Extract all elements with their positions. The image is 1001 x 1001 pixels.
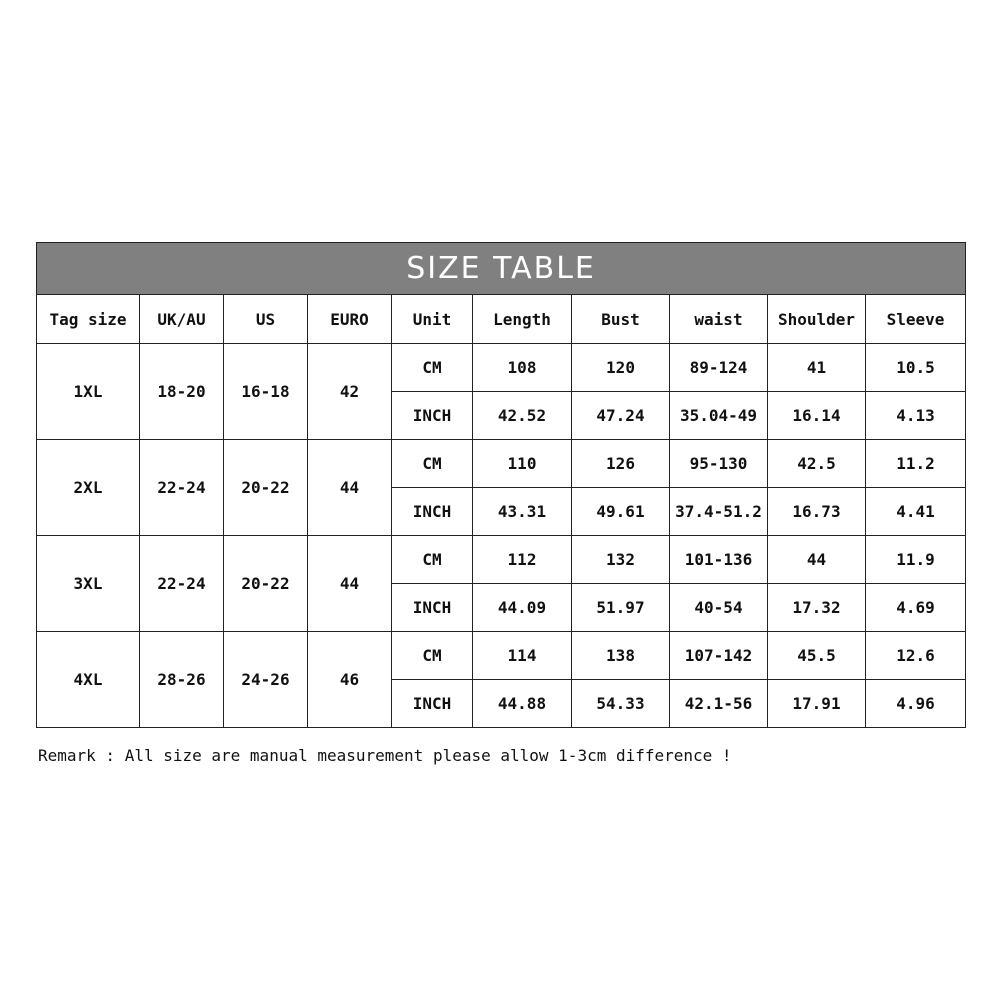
length-cell: 44.88 (473, 680, 572, 728)
length-cell: 42.52 (473, 392, 572, 440)
sleeve-cell: 4.69 (866, 584, 966, 632)
tag-size-cell: 1XL (37, 344, 140, 440)
us-cell: 16-18 (224, 344, 308, 440)
column-header: Unit (392, 295, 473, 344)
unit-cell: CM (392, 536, 473, 584)
waist-cell: 101-136 (670, 536, 768, 584)
unit-cell: CM (392, 440, 473, 488)
bust-cell: 49.61 (572, 488, 670, 536)
waist-cell: 40-54 (670, 584, 768, 632)
column-header: Shoulder (768, 295, 866, 344)
bust-cell: 138 (572, 632, 670, 680)
shoulder-cell: 16.73 (768, 488, 866, 536)
tag-size-cell: 4XL (37, 632, 140, 728)
unit-cell: CM (392, 632, 473, 680)
euro-cell: 44 (308, 440, 392, 536)
shoulder-cell: 44 (768, 536, 866, 584)
waist-cell: 107-142 (670, 632, 768, 680)
waist-cell: 95-130 (670, 440, 768, 488)
us-cell: 24-26 (224, 632, 308, 728)
table-row (37, 344, 966, 392)
waist-cell: 35.04-49 (670, 392, 768, 440)
column-header: Length (473, 295, 572, 344)
us-cell: 20-22 (224, 440, 308, 536)
table-row (37, 632, 966, 680)
us-cell: 20-22 (224, 536, 308, 632)
remark-note: Remark : All size are manual measurement please allow 1-3cm difference ! (38, 746, 732, 765)
size-table (36, 242, 966, 728)
euro-cell: 46 (308, 632, 392, 728)
shoulder-cell: 16.14 (768, 392, 866, 440)
sleeve-cell: 11.2 (866, 440, 966, 488)
uk-au-cell: 28-26 (140, 632, 224, 728)
length-cell: 43.31 (473, 488, 572, 536)
euro-cell: 44 (308, 536, 392, 632)
bust-cell: 126 (572, 440, 670, 488)
sleeve-cell: 10.5 (866, 344, 966, 392)
column-header: Bust (572, 295, 670, 344)
tag-size-cell: 3XL (37, 536, 140, 632)
sleeve-cell: 4.96 (866, 680, 966, 728)
waist-cell: 42.1-56 (670, 680, 768, 728)
bust-cell: 132 (572, 536, 670, 584)
shoulder-cell: 41 (768, 344, 866, 392)
uk-au-cell: 18-20 (140, 344, 224, 440)
bust-cell: 51.97 (572, 584, 670, 632)
waist-cell: 37.4-51.2 (670, 488, 768, 536)
column-header: EURO (308, 295, 392, 344)
column-header: Sleeve (866, 295, 966, 344)
bust-cell: 120 (572, 344, 670, 392)
length-cell: 112 (473, 536, 572, 584)
uk-au-cell: 22-24 (140, 536, 224, 632)
sleeve-cell: 12.6 (866, 632, 966, 680)
table-title: SIZE TABLE (37, 243, 966, 295)
sleeve-cell: 4.41 (866, 488, 966, 536)
column-header: waist (670, 295, 768, 344)
length-cell: 108 (473, 344, 572, 392)
waist-cell: 89-124 (670, 344, 768, 392)
unit-cell: INCH (392, 584, 473, 632)
length-cell: 114 (473, 632, 572, 680)
unit-cell: INCH (392, 680, 473, 728)
unit-cell: INCH (392, 392, 473, 440)
shoulder-cell: 45.5 (768, 632, 866, 680)
header-row (37, 295, 966, 344)
unit-cell: INCH (392, 488, 473, 536)
size-table-container (36, 242, 965, 728)
sleeve-cell: 11.9 (866, 536, 966, 584)
column-header: Tag size (37, 295, 140, 344)
shoulder-cell: 42.5 (768, 440, 866, 488)
euro-cell: 42 (308, 344, 392, 440)
table-row (37, 440, 966, 488)
shoulder-cell: 17.91 (768, 680, 866, 728)
uk-au-cell: 22-24 (140, 440, 224, 536)
shoulder-cell: 17.32 (768, 584, 866, 632)
length-cell: 110 (473, 440, 572, 488)
tag-size-cell: 2XL (37, 440, 140, 536)
length-cell: 44.09 (473, 584, 572, 632)
bust-cell: 54.33 (572, 680, 670, 728)
bust-cell: 47.24 (572, 392, 670, 440)
sleeve-cell: 4.13 (866, 392, 966, 440)
unit-cell: CM (392, 344, 473, 392)
column-header: US (224, 295, 308, 344)
table-row (37, 536, 966, 584)
column-header: UK/AU (140, 295, 224, 344)
